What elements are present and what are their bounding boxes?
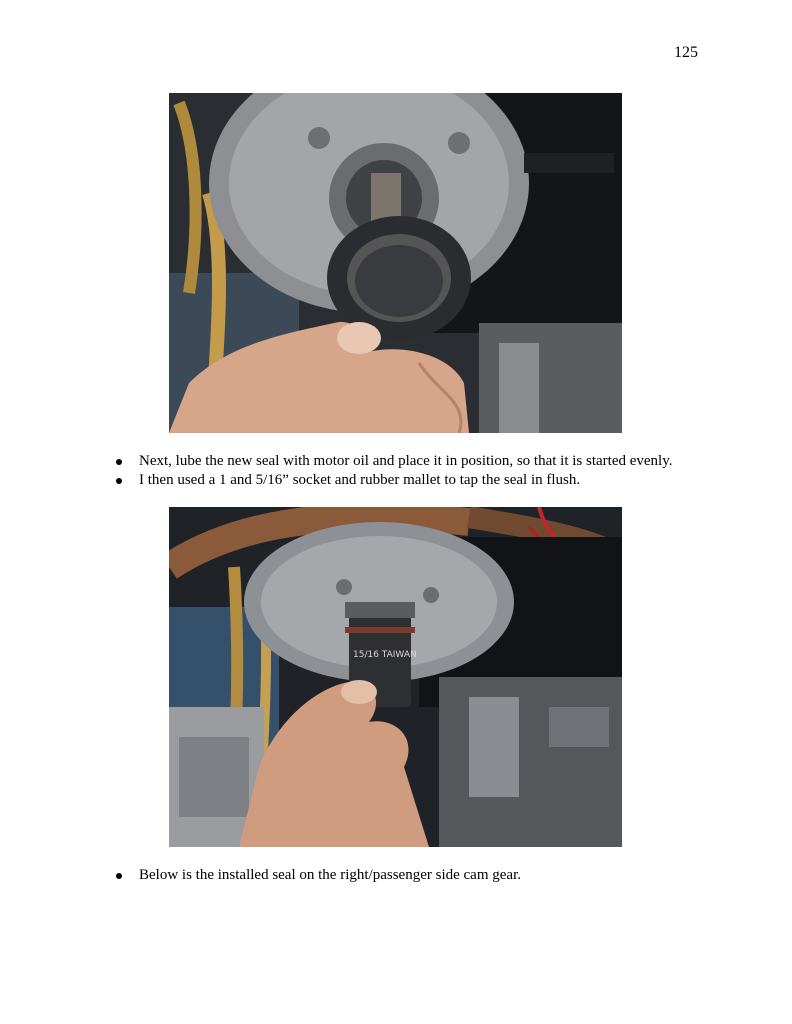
photo-seal-held-by-hand [169,93,622,433]
list-item [0,866,792,885]
socket-label: 15/16 TAIWAN [353,650,417,660]
page-number: 125 [674,44,698,61]
list-item-text: Next, lube the new seal with motor oil and place it in position, so that it is started evenly. [139,453,673,469]
list-item-text: Below is the installed seal on the right/passenger side cam gear. [139,867,521,883]
bullet-list-bottom [0,866,792,885]
bullet-dot [116,459,122,465]
list-item [0,471,792,490]
list-item-text: I then used a 1 and 5/16” socket and rubber mallet to tap the seal in flush. [139,472,581,488]
bullet-dot [116,478,122,484]
bullet-dot [116,873,122,879]
bullet-list-top [0,452,792,490]
photo-socket-tapping-seal [169,507,622,847]
list-item [0,452,792,471]
